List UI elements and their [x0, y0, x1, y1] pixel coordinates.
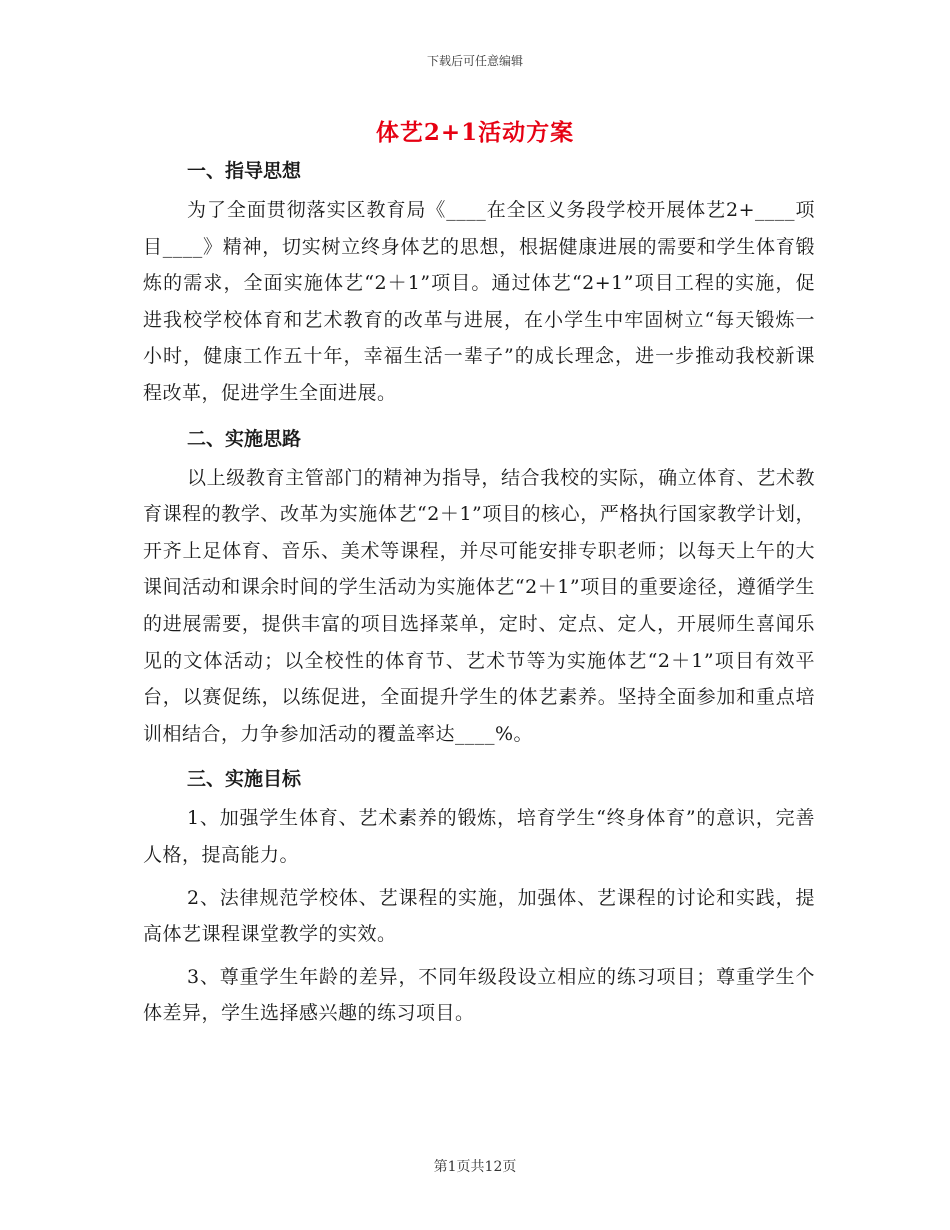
goal-item: 1、加强学生体育、艺术素养的锻炼，培育学生“终身体育”的意识，完善人格，提高能力。 [143, 807, 815, 866]
section-heading: 三、实施目标 [187, 768, 302, 791]
section-heading: 二、实施思路 [187, 427, 302, 450]
section-implementation-approach [143, 418, 815, 753]
document-title: 体艺2+1活动方案 [375, 119, 575, 146]
header-note: 下载后可任意编辑 [426, 54, 523, 68]
document-body [143, 150, 815, 1038]
section-paragraph: 以上级教育主管部门的精神为指导，结合我校的实际，确立体育、艺术教育课程的教学、改革为实施体艺“2＋1”项目的核心，严格执行国家教学计划，开齐上足体育、音乐、美术等课程，并尽可能安排专职老师；以每天上午的大课间活动和课余时间的学生活动为实施体艺“2＋1”项目的重要途径，遵循学生的进展需要，提供丰富的项目选择菜单，定时、定点、定人，开展师生喜闻乐见的文体活动；以全校性的体育节、艺术节等为实施体艺“2＋1”项目有效平台，以赛促练，以练促进，全面提升学生的体艺素养。坚持全面参加和重点培训相结合，力争参加活动的覆盖率达____%。 [143, 466, 815, 745]
goal-item: 2、法律规范学校体、艺课程的实施，加强体、艺课程的讨论和实践，提高体艺课程课堂教学的实效。 [143, 886, 815, 946]
section-guiding-ideology [143, 150, 815, 412]
page-footer: 第1页共12页 [433, 1159, 517, 1175]
section-paragraph: 为了全面贯彻落实区教育局《____在全区义务段学校开展体艺2+____项目____》精神，切实树立终身体艺的思想，根据健康进展的需要和学生体育锻炼的需求，全面实施体艺“2＋1”项目。通过体艺“2+1”项目工程的实施，促进我校学校体育和艺术教育的改革与进展，在小学生中牢固树立“每天锻炼一小时，健康工作五十年，幸福生活一辈子”的成长理念，进一步推动我校新课程改革，促进学生全面进展。 [143, 199, 815, 404]
section-implementation-goals [143, 758, 815, 1032]
goal-item: 3、尊重学生年龄的差异，不同年级段设立相应的练习项目；尊重学生个体差异，学生选择感兴趣的练习项目。 [143, 965, 815, 1025]
section-heading: 一、指导思想 [187, 160, 302, 182]
